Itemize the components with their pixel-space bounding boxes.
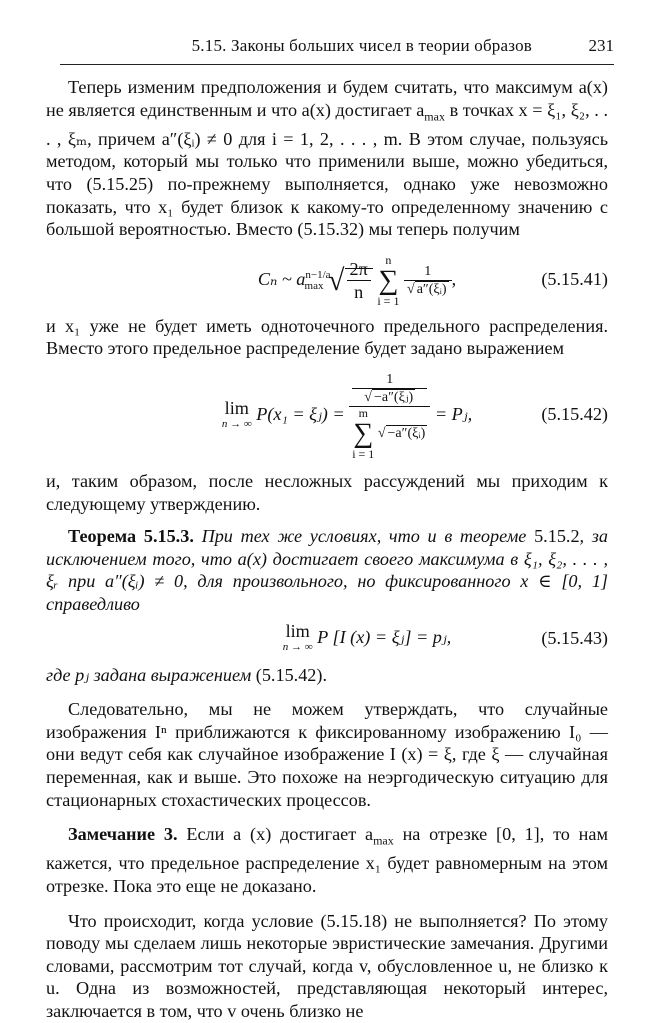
- remark-label: Замечание 3.: [68, 824, 178, 845]
- eq3-label: (5.15.43): [541, 627, 608, 648]
- paragraph-1: [46, 76, 608, 241]
- running-header: [60, 34, 614, 65]
- theorem-label: Теорема 5.15.3.: [68, 526, 194, 547]
- paragraph-5: Следовательно, мы не можем утверждать, что случайные изображения Iⁿ приближаются к фиксированному изображению I₀ — они ведут себя как случайное изображение I (x) = ξ, где ξ — случайная переменная, как и выше. Это похоже на неэргодическую ситуацию для стационарных стохастических процессов.: [46, 699, 608, 810]
- paragraph-2: и x₁ уже не будет иметь одноточечного предельного распределения. Вместо этого предельное распределение будет задано выражением: [46, 315, 608, 359]
- eq3-lim-sub: n → ∞: [282, 641, 313, 654]
- header-title: 5.15. Законы больших чисел в теории образов: [191, 36, 532, 55]
- eq1-sum-top: n: [385, 252, 392, 267]
- para1-text-b: в точках x = ξ₁, ξ₂, . . . , ξₘ, причем a″(ξᵢ) ≠ 0 для i = 1, 2, . . . , m. В этом случае, пользуясь методом, который мы только что применили выше, можно убедиться, что (5.15.25) по-прежнему выполняется, однако уже невозможно показать, что x₁ будет близок к какому-то определенному значению с большой вероятностью. Вместо (5.15.32) мы теперь получим: [46, 99, 608, 240]
- eq1-frac-den: a″(ξᵢ): [416, 282, 447, 298]
- theorem-text-a: При тех же условиях, что и в теореме: [193, 526, 535, 547]
- eq2-lim: lim: [224, 397, 249, 418]
- page-number: 231: [588, 36, 614, 55]
- theorem-text-b: , за исключением того, что a(x) достигает своего максимума в ξ₁, ξ₂, . . . , ξᵣ при a″(ξᵢ) ≠ 0, для произвольного, но фиксированного x ∈ [0, 1] справедливо: [46, 526, 608, 614]
- eq2-label: (5.15.42): [541, 403, 608, 424]
- equation-5-15-41: Cₙ ~ $a^{n-1/a}_{max}$ √ $\frac{2\pi}{n}$ n ∑ i = 1 $\frac{1}{\text{√ a″(ξᵢ)}}$ , (5.15.41): [46, 247, 608, 311]
- eq2-den-root: −a″(ξᵢ): [387, 426, 426, 442]
- eq1-sup: n−1/a: [305, 268, 331, 281]
- paragraph-3: и, таким образом, после несложных рассуждений мы приходим к следующему утверждению.: [46, 470, 608, 514]
- eq1-sqrt-den: n: [354, 282, 364, 303]
- eq1-trail: ,: [451, 268, 457, 289]
- eq2-sum-top: m: [358, 405, 368, 420]
- page-body: [46, 76, 608, 1023]
- theorem-5-15-3: [46, 525, 608, 615]
- eq2-num-root: −a″(ξⱼ): [373, 389, 414, 405]
- eq2-sum-bottom: i = 1: [352, 446, 375, 461]
- eq1-label: (5.15.41): [541, 268, 608, 289]
- eq2-rhs: = Pⱼ,: [434, 403, 473, 424]
- paragraph-4: [46, 664, 608, 687]
- paragraph-6: Что происходит, когда условие (5.15.18) не выполняется? По этому поводу мы сделаем лишь некоторые эвристические замечания. Другими словами, рассмотрим тот случай, когда v, обусловленное u, не близко к u. Одна из возможностей, представляющая некоторый интерес, заключается в том, что v очень близко не: [46, 910, 608, 1021]
- eq1-sub: max: [304, 280, 324, 293]
- eq3-lim: lim: [285, 621, 310, 642]
- eq2-num-one: 1: [386, 371, 394, 387]
- remark-sub-max: max: [373, 833, 394, 848]
- equation-5-15-42: lim n → ∞ P(x₁ = ξⱼ) = 1 √ −a″(ξⱼ) m ∑ i = 1 √ −a″(ξᵢ) = Pⱼ, (5.15.42): [46, 366, 608, 462]
- theorem-ref: 5.15.2: [534, 526, 580, 547]
- para4-ref: (5.15.42).: [255, 664, 328, 685]
- eq3-body: P [I (x) = ξⱼ] = pⱼ,: [317, 627, 452, 648]
- eq2-lim-sub: n → ∞: [221, 417, 252, 430]
- eq1-frac-num: 1: [404, 263, 452, 281]
- eq1-lhs: Cₙ ~ a: [257, 268, 306, 289]
- remark-text-b: на отрезке [0, 1], то нам кажется, что предельное распределение x₁ будет равномерным на этом отрезке. Пока это еще не доказано.: [46, 824, 609, 896]
- para1-text-a: Теперь изменим предположения и будем считать, что максимум a(x) не является единственным и что a(x) достигает a: [46, 77, 608, 120]
- eq1-sum-bottom: i = 1: [377, 293, 400, 308]
- eq2-lhs: P(x₁ = ξⱼ) =: [256, 403, 345, 424]
- para1-sub-max: max: [424, 109, 445, 124]
- eq1-sqrt-num: 2π: [347, 258, 371, 281]
- para4-text-a: где pⱼ задана выражением: [46, 664, 256, 685]
- equation-5-15-43: [46, 616, 608, 660]
- remark-text-a: Если a (x) достигает a: [177, 824, 374, 845]
- remark-3: [46, 823, 608, 897]
